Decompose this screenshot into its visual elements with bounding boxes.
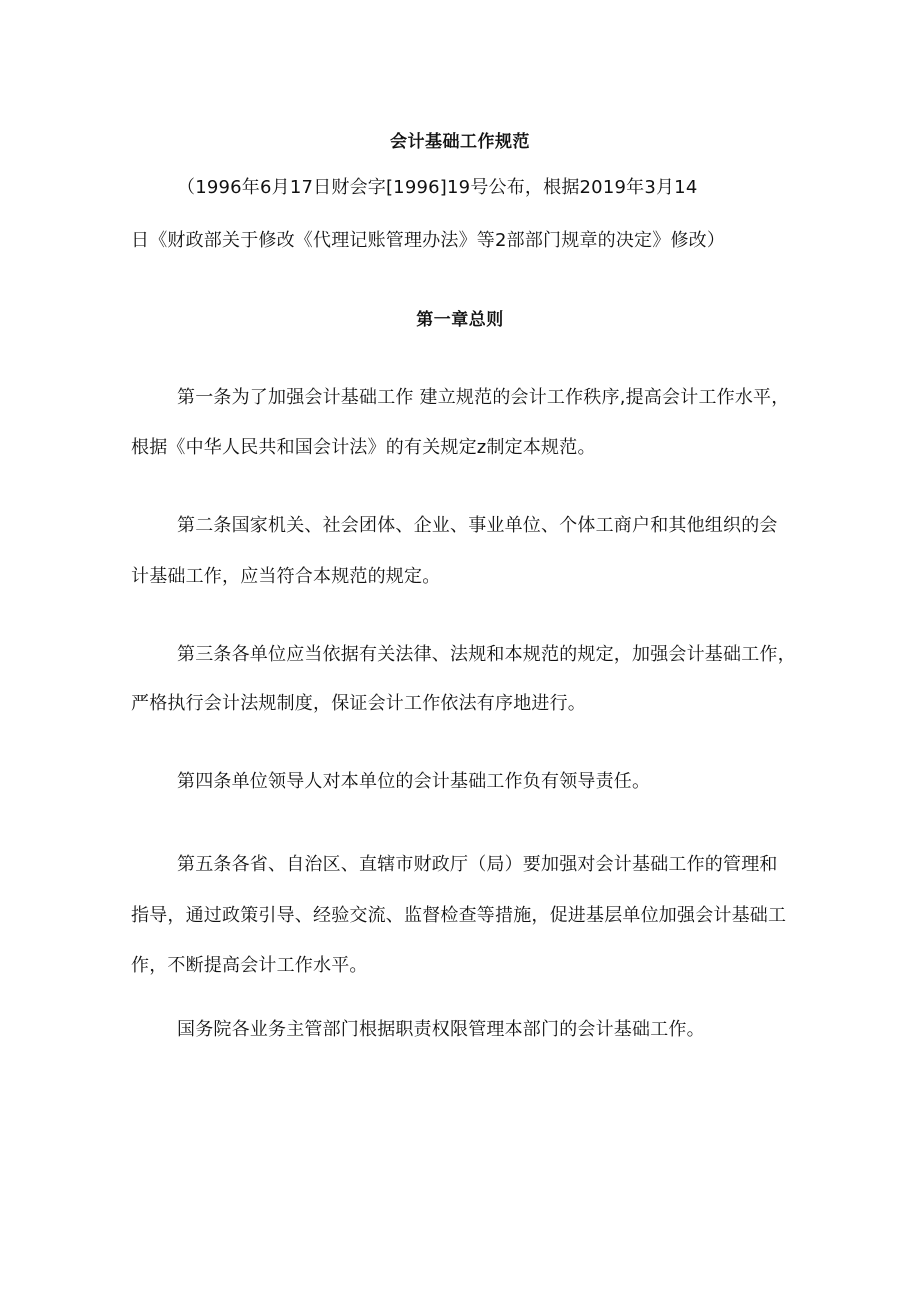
subtitle-line: （1996年6月17日财会字[1996]19号公布，根据2019年3月14 — [177, 177, 698, 198]
paragraph-line: 第三条各单位应当依据有关法律、法规和本规范的规定，加强会计基础工作， — [177, 644, 796, 665]
paragraph-line: 国务院各业务主管部门根据职责权限管理本部门的会计基础工作。 — [177, 1019, 705, 1040]
paragraph-line: 第四条单位领导人对本单位的会计基础工作负有领导责任。 — [177, 771, 651, 792]
paragraph-line: 第五条各省、自治区、直辖市财政厅（局）要加强对会计基础工作的管理和 — [177, 854, 778, 875]
document-title: 会计基础工作规范 — [390, 132, 530, 152]
paragraph-line: 指导，通过政策引导、经验交流、监督检查等措施，促进基层单位加强会计基础工 — [131, 905, 787, 926]
paragraph-line: 第一条为了加强会计基础工作 建立规范的会计工作秩序,提高会计工作水平， — [177, 387, 790, 408]
paragraph-line: 第二条国家机关、社会团体、企业、事业单位、个体工商户和其他组织的会 — [177, 515, 778, 536]
chapter-title: 第一章总则 — [416, 310, 504, 330]
paragraph-line: 计基础工作，应当符合本规范的规定。 — [131, 566, 441, 587]
subtitle-line: 日《财政部关于修改《代理记账管理办法》等2部部门规章的决定》修改） — [131, 230, 726, 251]
paragraph-line: 作，不断提高会计工作水平。 — [131, 955, 368, 976]
paragraph-line: 严格执行会计法规制度，保证会计工作依法有序地进行。 — [131, 693, 586, 714]
paragraph-line: 根据《中华人民共和国会计法》的有关规定z制定本规范。 — [131, 437, 596, 458]
